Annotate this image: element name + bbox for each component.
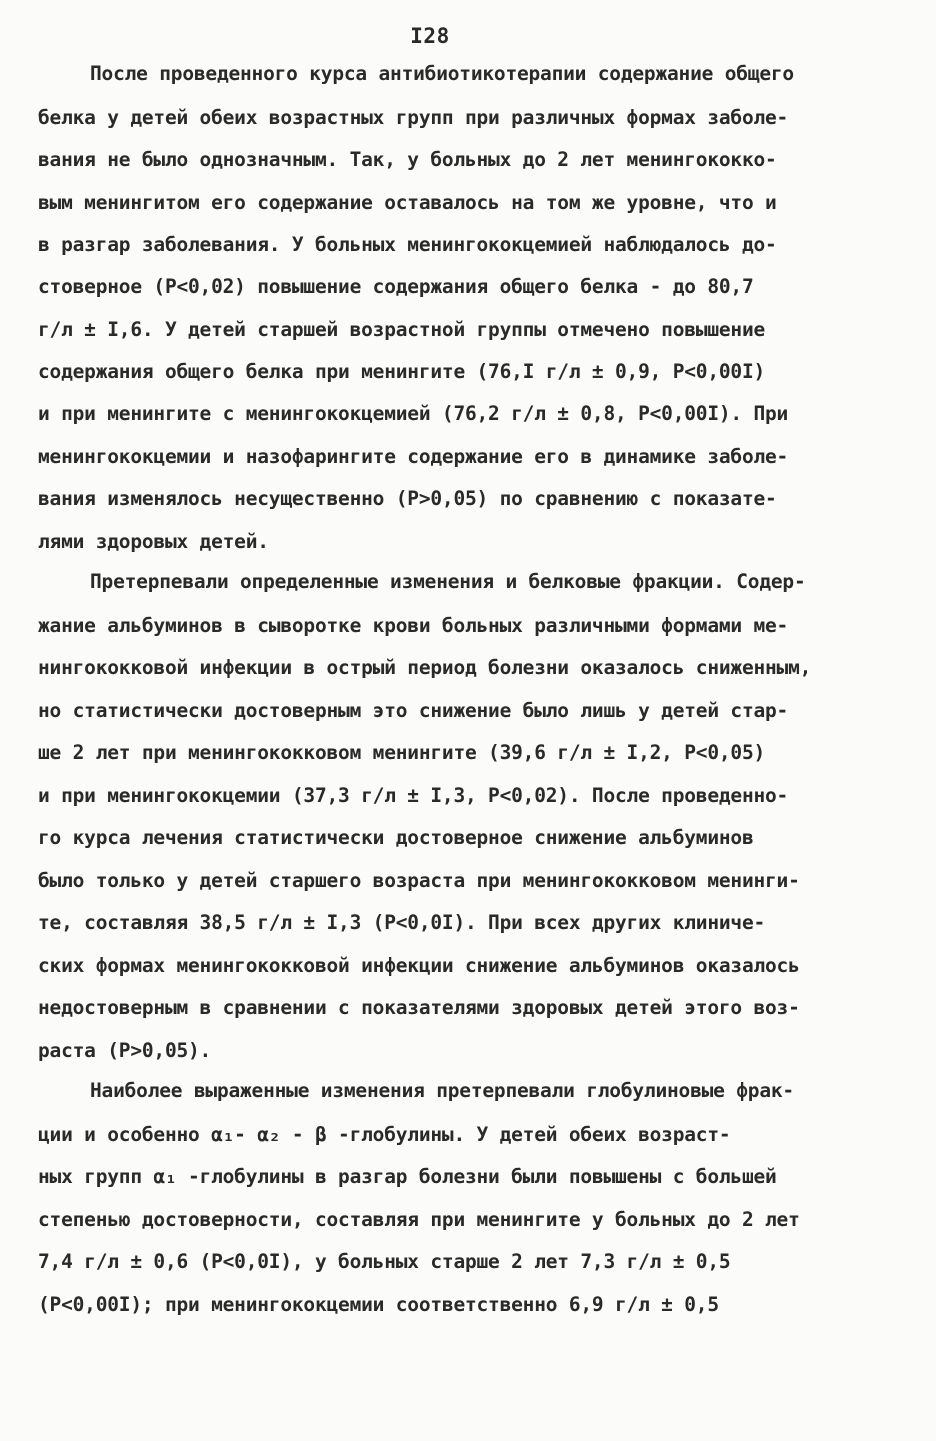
- text-line: вым менингитом его содержание оставалось на том же уровне, что и: [38, 191, 777, 214]
- text-line: Претерпевали определенные изменения и белковые фракции. Содер-: [90, 570, 806, 593]
- text-line: (P<0,00I); при менингококцемии соответственно 6,9 г/л ± 0,5: [38, 1293, 719, 1316]
- text-line: степенью достоверности, составляя при менингите у больных до 2 лет: [38, 1208, 800, 1231]
- text-line: го курса лечения статистически достоверное снижение альбуминов: [38, 826, 754, 849]
- text-line: но статистически достоверным это снижение было лишь у детей стар-: [38, 699, 789, 722]
- text-line: г/л ± I,6. У детей старшей возрастной группы отмечено повышение: [38, 318, 766, 341]
- text-line: нингококковой инфекции в острый период болезни оказалось сниженным,: [38, 656, 812, 679]
- text-line: ных групп α₁ -глобулины в разгар болезни были повышены с большей: [38, 1165, 777, 1188]
- text-line: После проведенного курса антибиотикотерапии содержание общего: [90, 62, 794, 85]
- text-line: жание альбуминов в сыворотке крови больных различными формами ме-: [38, 614, 789, 637]
- text-line: ции и особенно α₁- α₂ - β -глобулины. У детей обеих возраст-: [38, 1123, 731, 1146]
- text-line: и при менингококцемии (37,3 г/л ± I,3, P<0,02). После проведенно-: [38, 784, 789, 807]
- page-number: I28: [410, 24, 450, 48]
- text-line: раста (P>0,05).: [38, 1039, 212, 1062]
- text-line: недостоверным в сравнении с показателями здоровых детей этого воз-: [38, 996, 800, 1019]
- text-line: менингококцемии и назофарингите содержание его в динамике заболе-: [38, 445, 789, 468]
- text-line: содержания общего белка при менингите (76,I г/л ± 0,9, P<0,00I): [38, 360, 766, 383]
- text-line: было только у детей старшего возраста при менингококковом менинги-: [38, 869, 800, 892]
- text-line: белка у детей обеих возрастных групп при различных формах заболе-: [38, 106, 789, 129]
- text-line: стоверное (P<0,02) повышение содержания общего белка - до 80,7: [38, 275, 754, 298]
- text-line: Наиболее выраженные изменения претерпевали глобулиновые фрак-: [90, 1079, 794, 1102]
- text-line: и при менингите с менингококцемией (76,2 г/л ± 0,8, P<0,00I). При: [38, 402, 789, 425]
- text-line: ских формах менингококковой инфекции снижение альбуминов оказалось: [38, 954, 800, 977]
- text-line: те, составляя 38,5 г/л ± I,3 (P<0,0I). При всех других клиниче-: [38, 911, 766, 934]
- text-line: вания изменялось несущественно (P>0,05) по сравнению с показате-: [38, 487, 777, 510]
- text-line: вания не было однозначным. Так, у больных до 2 лет менингококко-: [38, 148, 777, 171]
- text-line: ше 2 лет при менингококковом менингите (39,6 г/л ± I,2, P<0,05): [38, 741, 766, 764]
- text-line: 7,4 г/л ± 0,6 (P<0,0I), у больных старше 2 лет 7,3 г/л ± 0,5: [38, 1250, 731, 1273]
- text-line: в разгар заболевания. У больных менингококцемией наблюдалось до-: [38, 233, 777, 256]
- text-line: лями здоровых детей.: [38, 530, 269, 553]
